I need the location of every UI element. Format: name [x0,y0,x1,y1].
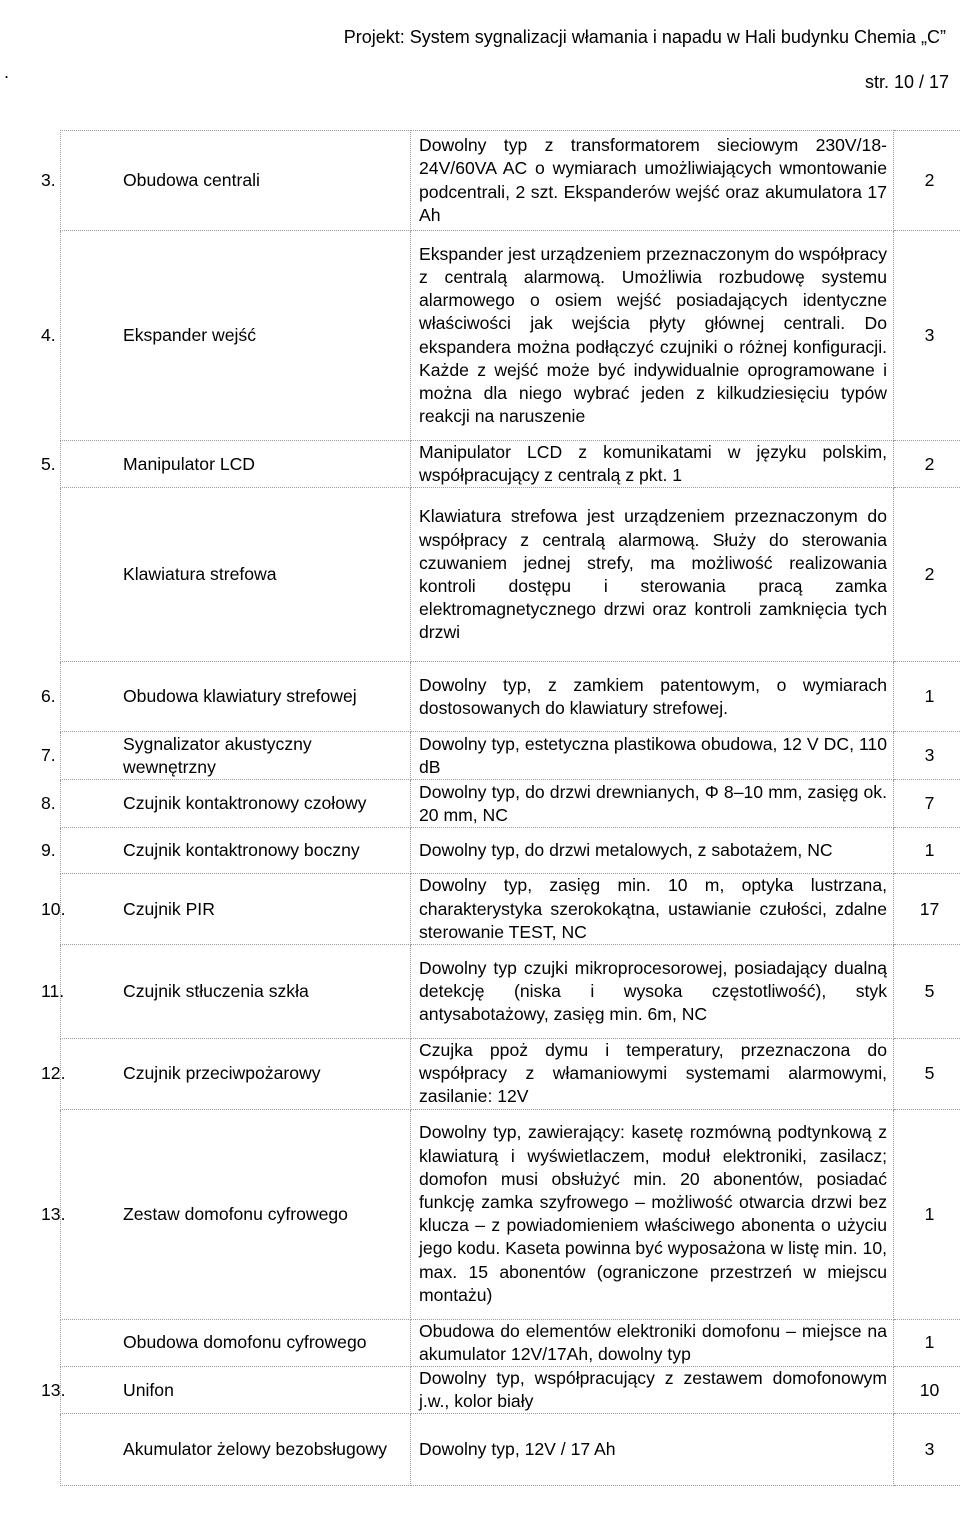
item-name: Ekspander wejść [123,324,256,345]
item-quantity: 7 [894,780,960,828]
item-name-cell [41,231,411,441]
table-row [61,1414,960,1486]
item-number: 13. [41,1379,66,1400]
table-row [61,780,960,828]
table-row [61,1319,960,1366]
item-number-cell [41,453,123,476]
item-number: 10. [41,898,66,919]
item-description: Klawiatura strefowa jest urządzeniem przeznaczonym do współpracy z centralą alarmową. Służy do sterowania czuwaniem jednej strefy, ma możliwość realizowania kontroli dostępu i sterowania pracą zamka elektromagnetycznego drzwi oraz kontroli zamknięcia tych drzwi [411,488,894,662]
item-number: 11. [41,980,65,1001]
item-name: Czujnik przeciwpożarowy [123,1063,321,1084]
item-name-cell [41,1039,411,1110]
item-name: Obudowa klawiatury strefowej [123,686,357,707]
item-number-cell [41,1203,123,1226]
item-number-cell [41,898,123,921]
item-name-cell [41,732,411,780]
page-header: Projekt: System sygnalizacji włamania i napadu w Hali budynku Chemia „C” [343,27,946,47]
item-number-cell [41,1379,123,1402]
item-number: 3. [41,169,56,190]
item-name-cell [41,828,411,874]
item-name-cell [41,131,411,231]
item-name-wrap [41,169,410,192]
item-description: Dowolny typ czujki mikroprocesorowej, posiadający dualną detekcję (niska i wysoka częstotliwość), styk antysabotażowy, zasięg min. 6m, NC [411,945,894,1039]
table-row [61,1109,960,1319]
item-quantity: 1 [894,1319,960,1366]
item-description: Dowolny typ, z zamkiem patentowym, o wymiarach dostosowanych do klawiatury strefowej. [411,662,894,732]
page-dot: . [4,62,10,82]
item-description: Dowolny typ z transformatorem sieciowym 230V/18-24V/60VA AC o wymiarach umożliwiających wmontowanie podcentrali, 2 szt. Ekspanderów wejść oraz akumulatora 17 Ah [411,131,894,231]
item-name-cell [41,1109,411,1319]
item-name-cell [41,874,411,945]
item-number: 4. [41,324,56,345]
item-name: Czujnik PIR [123,898,215,919]
item-name: Czujnik stłuczenia szkła [123,980,309,1001]
item-name-cell [61,1414,411,1486]
item-quantity: 5 [894,1039,960,1110]
item-number-cell [41,1062,123,1085]
item-number: 9. [41,840,56,861]
table-row [61,732,960,780]
item-name: Akumulator żelowy bezobsługowy [123,1439,388,1460]
table-row [61,874,960,945]
item-name-wrap [41,733,410,779]
table-row [61,231,960,441]
item-description: Dowolny typ, zasięg min. 10 m, optyka lustrzana, charakterystyka szerokokątna, ustawianie czułości, zdalne sterowanie TEST, NC [411,874,894,945]
item-number: 8. [41,793,56,814]
item-quantity: 10 [894,1367,960,1414]
item-quantity: 2 [894,131,960,231]
item-name: Manipulator LCD [123,453,256,474]
item-quantity: 1 [894,1109,960,1319]
item-name: Unifon [123,1379,174,1400]
item-description: Czujka ppoż dymu i temperatury, przeznaczona do współpracy z włamaniowymi systemami alarmowymi, zasilanie: 12V [411,1039,894,1110]
item-name: Czujnik kontaktronowy boczny [123,840,360,861]
item-number: 13. [41,1203,66,1224]
item-number-cell [41,324,123,347]
item-description: Dowolny typ, współpracujący z zestawem domofonowym j.w., kolor biały [411,1367,894,1414]
item-name-wrap [41,685,410,708]
item-description: Dowolny typ, estetyczna plastikowa obudowa, 12 V DC, 110 dB [411,732,894,780]
item-name-wrap [41,453,410,476]
table-row [61,488,960,662]
item-number-cell [41,169,123,192]
item-quantity: 2 [894,441,960,488]
item-number-cell [41,980,123,1003]
item-quantity: 3 [894,732,960,780]
item-description: Obudowa do elementów elektroniki domofonu – miejsce na akumulator 12V/17Ah, dowolny typ [411,1319,894,1366]
item-name: Sygnalizator akustyczny wewnętrzny [123,733,312,777]
item-name-cell [61,1319,411,1366]
item-name: Obudowa domofonu cyfrowego [123,1332,367,1353]
item-quantity: 3 [894,1414,960,1486]
item-number: 5. [41,453,56,474]
item-number: 12. [41,1063,66,1084]
table-row [61,945,960,1039]
table-row [61,441,960,488]
item-description: Ekspander jest urządzeniem przeznaczonym do współpracy z centralą alarmową. Umożliwia rozbudowę systemu alarmowego o osiem wejść posiadających identyczne właściwości jak wejścia płyty głównej centrali. Do ekspandera można podłączyć czujniki o różnej konfiguracji. Każde z wejść może być indywidualnie oprogramowane i można dla niego wybrać jeden z kilkudziesięciu typów reakcji na naruszenie [411,231,894,441]
item-name-wrap [41,898,410,921]
equipment-table-body [41,131,960,1486]
item-name: Obudowa centrali [123,169,260,190]
item-name-wrap [61,1438,410,1461]
item-number: 6. [41,686,56,707]
item-name-cell [41,662,411,732]
item-name-wrap [41,839,410,862]
item-name-wrap [61,1331,410,1354]
item-description: Dowolny typ, zawierający: kasetę rozmówną podtynkową z klawiaturą i wyświetlaczem, moduł elektroniki, zasilacz; domofon musi obsłużyć min. 20 abonentów, posiadać funkcję zamka szyfrowego – możliwość otwarcia drzwi bez klucza – z powiadomieniem właściwego abonenta o użyciu jego kodu. Kaseta powinna być wyposażona w listę min. 10, max. 15 abonentów (ograniczone przestrzeń w miejscu montażu) [411,1109,894,1319]
item-name-wrap [41,792,410,815]
item-quantity: 17 [894,874,960,945]
item-description: Dowolny typ, do drzwi drewnianych, Φ 8–10 mm, zasięg ok. 20 mm, NC [411,780,894,828]
item-quantity: 1 [894,662,960,732]
equipment-table [41,130,960,1486]
item-description: Dowolny typ, do drzwi metalowych, z sabotażem, NC [411,828,894,874]
table-row [61,131,960,231]
item-name-cell [41,441,411,488]
item-name-wrap [41,1203,410,1226]
table-row [61,1039,960,1110]
item-name-cell [61,488,411,662]
item-name-wrap [41,980,410,1003]
item-quantity: 1 [894,828,960,874]
item-number-cell [41,685,123,708]
item-number-cell [41,744,123,767]
item-name-cell [41,780,411,828]
page-number: str. 10 / 17 [864,72,949,92]
item-name-cell [41,1367,411,1414]
table-row [61,662,960,732]
item-quantity: 2 [894,488,960,662]
item-description: Dowolny typ, 12V / 17 Ah [411,1414,894,1486]
table-row [61,1367,960,1414]
item-name-wrap [41,1379,410,1402]
item-name: Czujnik kontaktronowy czołowy [123,793,367,814]
table-row [61,828,960,874]
item-description: Manipulator LCD z komunikatami w języku polskim, współpracujący z centralą z pkt. 1 [411,441,894,488]
item-name-cell [41,945,411,1039]
item-name: Zestaw domofonu cyfrowego [123,1203,348,1224]
item-number-cell [41,792,123,815]
item-number-cell [41,839,123,862]
item-name-wrap [41,1062,410,1085]
item-number: 7. [41,745,56,766]
item-name: Klawiatura strefowa [123,564,277,585]
item-name-wrap [41,324,410,347]
item-quantity: 5 [894,945,960,1039]
item-quantity: 3 [894,231,960,441]
item-name-wrap [61,563,410,586]
